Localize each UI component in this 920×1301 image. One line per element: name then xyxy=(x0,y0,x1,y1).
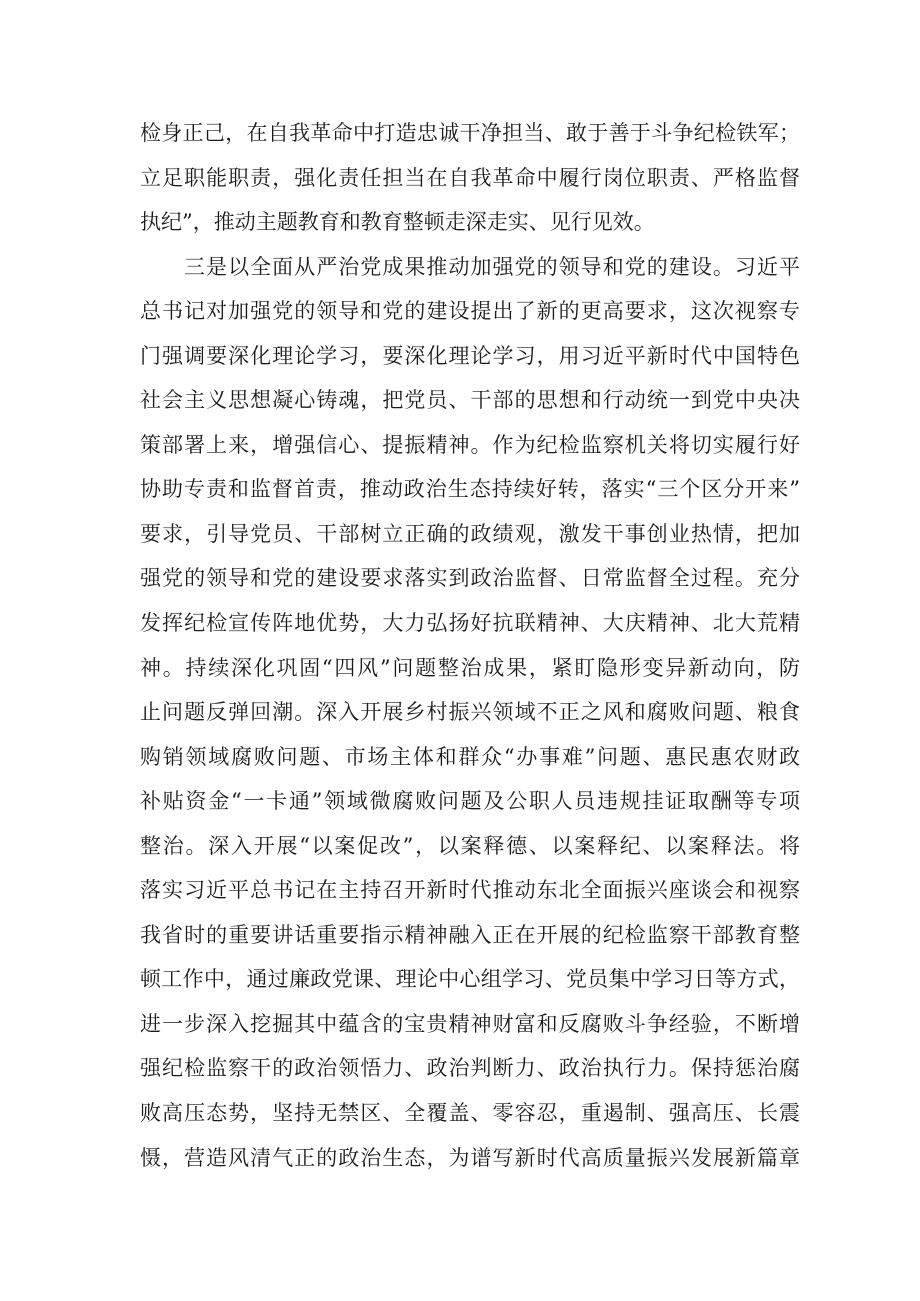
text-line: 败高压态势，坚持无禁区、全覆盖、零容忍，重遏制、强高压、长震 xyxy=(140,1101,800,1126)
text-line: 门强调要深化理论学习，要深化理论学习，用习近平新时代中国特色 xyxy=(140,343,800,368)
text-line: 立足职能职责，强化责任担当在自我革命中履行岗位职责、严格监督 xyxy=(140,165,800,190)
text-line: 检身正己，在自我革命中打造忠诚干净担当、敢于善于斗争纪检铁军； xyxy=(140,121,800,145)
body-text xyxy=(140,111,800,1180)
text-line: 要求，引导党员、干部树立正确的政绩观，激发干事创业热情，把加 xyxy=(140,521,800,546)
text-line: 整治。深入开展“以案促改”，以案释德、以案释纪、以案释法。将 xyxy=(140,833,800,858)
text-line: 进一步深入挖掘其中蕴含的宝贵精神财富和反腐败斗争经验，不断增 xyxy=(140,1011,800,1036)
text-line: 总书记对加强党的领导和党的建设提出了新的更高要求，这次视察专 xyxy=(140,299,800,324)
text-line: 顿工作中，通过廉政党课、理论中心组学习、党员集中学习日等方式， xyxy=(140,967,800,992)
text-line: 慑，营造风清气正的政治生态，为谱写新时代高质量振兴发展新篇章 xyxy=(140,1145,800,1170)
text-line: 神。持续深化巩固“四风”问题整治成果，紧盯隐形变异新动向，防 xyxy=(140,655,800,680)
text-line: 补贴资金“一卡通”领域微腐败问题及公职人员违规挂证取酬等专项 xyxy=(140,789,800,814)
text-line: 社会主义思想凝心铸魂，把党员、干部的思想和行动统一到党中央决 xyxy=(140,388,800,413)
text-line: 强纪检监察干的政治领悟力、政治判断力、政治执行力。保持惩治腐 xyxy=(140,1056,800,1081)
text-line: 我省时的重要讲话重要指示精神融入正在开展的纪检监察干部教育整 xyxy=(140,922,800,947)
text-line: 购销领域腐败问题、市场主体和群众“办事难”问题、惠民惠农财政 xyxy=(140,744,800,769)
text-line: 落实习近平总书记在主持召开新时代推动东北全面振兴座谈会和视察 xyxy=(140,878,800,903)
text-line: 发挥纪检宣传阵地优势，大力弘扬好抗联精神、大庆精神、北大荒精 xyxy=(140,611,800,636)
paragraph-first-line: 三是以全面从严治党成果推动加强党的领导和党的建设。习近平 xyxy=(184,254,800,279)
text-line: 策部署上来，增强信心、提振精神。作为纪检监察机关将切实履行好 xyxy=(140,432,800,457)
text-line: 协助专责和监督首责，推动政治生态持续好转，落实“三个区分开来” xyxy=(140,477,800,502)
text-line: 执纪”，推动主题教育和教育整顿走深走实、见行见效。 xyxy=(140,210,655,235)
text-line: 强党的领导和党的建设要求落实到政治监督、日常监督全过程。充分 xyxy=(140,566,800,591)
text-line: 止问题反弹回潮。深入开展乡村振兴领域不正之风和腐败问题、粮食 xyxy=(140,700,800,725)
